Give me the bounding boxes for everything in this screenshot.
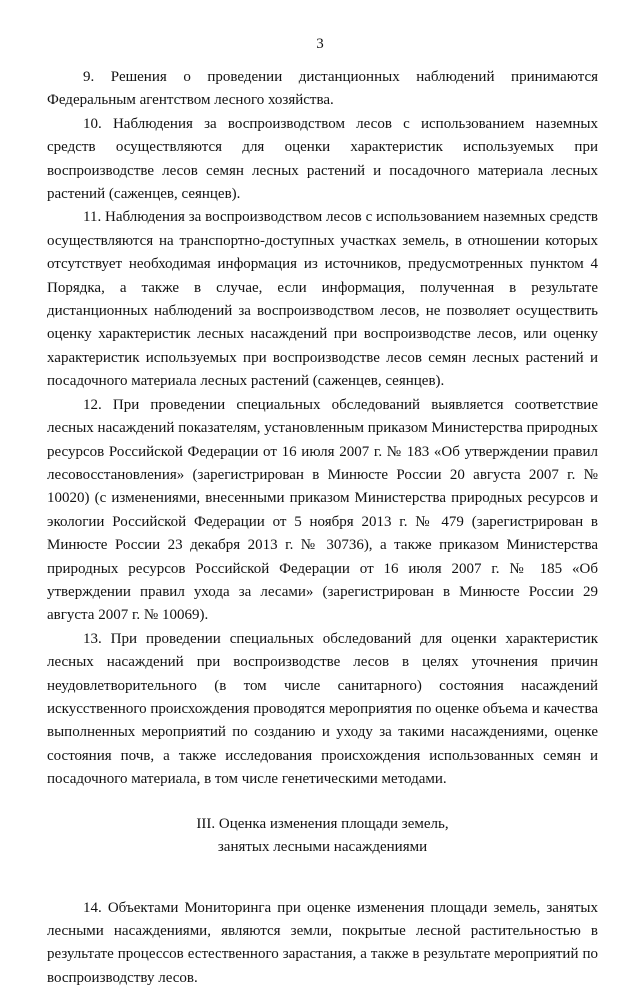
paragraph-9: 9. Решения о проведении дистанционных наблюдений принимаются Федеральным агентством лесного хозяйства. [47,69,598,109]
page-number: 3 [316,36,324,52]
paragraph-14: 14. Объектами Мониторинга при оценке изменения площади земель, занятых лесными насаждениями, являются земли, покрытые лесной растительностью в результате процессов естественного зарастания, а также в результате мероприятий по воспроизводству лесов. [47,899,598,986]
paragraph-11: 11. Наблюдения за воспроизводством лесов с использованием наземных средств осуществляются на транспортно-доступных участках земель, в отношении которых отсутствует необходимая информация из источников, предусмотренных пунктом 4 Порядка, а также в случае, если информация, полученная в результате дистанционных наблюдений за воспроизводством лесов, не позволяет осуществить оценку характеристик лесных насаждений при воспроизводстве лесов, или оценку характеристик используемых при воспроизводстве лесов семян лесных растений и посадочного материала лесных растений (саженцев, сеянцев). [47,209,598,390]
document-body [47,66,598,990]
paragraph-13: 13. При проведении специальных обследований для оценки характеристик лесных насаждений при воспроизводстве лесов в целях уточнения причин неудовлетворительного (в том числе санитарного) состояния насаждений искусственного происхождения проводятся мероприятия по оценке объема и качества выполненных мероприятий по созданию и уходу за такими насаждениями, оценке состояния почв, а также исследования происхождения использованных семян и посадочного материала, в том числе генетическими методами. [47,630,598,788]
paragraph-10: 10. Наблюдения за воспроизводством лесов с использованием наземных средств осуществляются для оценки характеристик используемых при воспроизводстве лесов семян лесных растений и посадочного материала лесных растений (саженцев, сеянцев). [47,115,598,203]
section-heading-line-1: III. Оценка изменения площади земель, [196,815,449,832]
paragraph-12: 12. При проведении специальных обследований выявляется соответствие лесных насаждений показателям, установленным приказом Министерства природных ресурсов Российской Федерации от 16 июля 2007 г. № 183 «Об утверждении правил лесовосстановления» (зарегистрирован в Минюсте России 20 августа 2007 г. № 10020) (с изменениями, внесенными приказом Министерства природных ресурсов и экологии Российской Федерации от 5 ноября 2013 г. № 479 (зарегистрирован в Минюсте России 23 декабря 2013 г. № 30736), а также приказом Министерства природных ресурсов Российской Федерации от 16 июля 2007 г. № 185 «Об утверждении правил ухода за лесами» (зарегистрирован в Минюсте России 29 августа 2007 г. № 10069). [47,396,598,624]
section-heading-line-2: занятых лесными насаждениями [217,838,428,855]
section-heading [47,813,598,859]
